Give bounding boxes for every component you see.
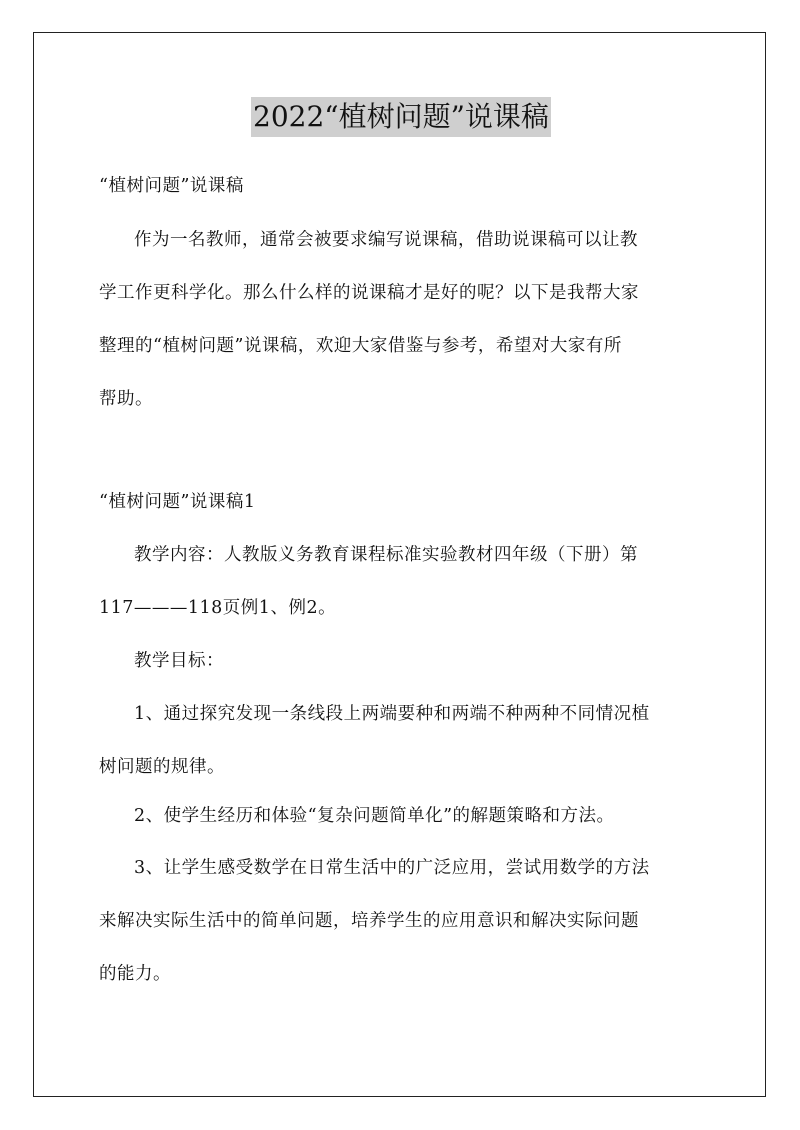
goal-1-line: 1、通过探究发现一条线段上两端要种和两端不种两种不同情况植 (134, 704, 650, 724)
goal-3-line: 的能力。 (99, 964, 171, 984)
goal-2 (99, 790, 703, 843)
title-container (99, 97, 703, 137)
teaching-content-paragraph (99, 529, 703, 635)
intro-line: 整理的“植树问题”说课稿，欢迎大家借鉴与参考，希望对大家有所 (99, 336, 622, 356)
intro-line: 作为一名教师，通常会被要求编写说课稿，借助说课稿可以让教 (134, 230, 638, 250)
goals-heading-text: 教学目标： (134, 651, 224, 671)
intro-line: 帮助。 (99, 389, 153, 409)
goal-2-line: 2、使学生经历和体验“复杂问题简单化”的解题策略和方法。 (134, 806, 615, 826)
goal-3-line: 来解决实际生活中的简单问题，培养学生的应用意识和解决实际问题 (99, 911, 639, 931)
content-line: 117———118页例1、例2。 (99, 598, 337, 618)
section-heading-text: “植树问题”说课稿1 (99, 492, 256, 512)
goal-1 (99, 688, 703, 794)
goals-heading (99, 635, 703, 688)
document-title: 2022“植树问题”说课稿 (251, 97, 551, 137)
section-heading (99, 476, 703, 529)
content-line: 教学内容：人教版义务教育课程标准实验教材四年级（下册）第 (134, 545, 638, 565)
subtitle (99, 160, 703, 213)
goal-3 (99, 842, 703, 1001)
intro-line: 学工作更科学化。那么什么样的说课稿才是好的呢？以下是我帮大家 (99, 283, 639, 303)
goal-3-line: 3、让学生感受数学在日常生活中的广泛应用，尝试用数学的方法 (134, 858, 650, 878)
intro-paragraph (99, 214, 703, 426)
goal-1-line: 树问题的规律。 (99, 757, 225, 777)
subtitle-text: “植树问题”说课稿 (99, 176, 244, 196)
